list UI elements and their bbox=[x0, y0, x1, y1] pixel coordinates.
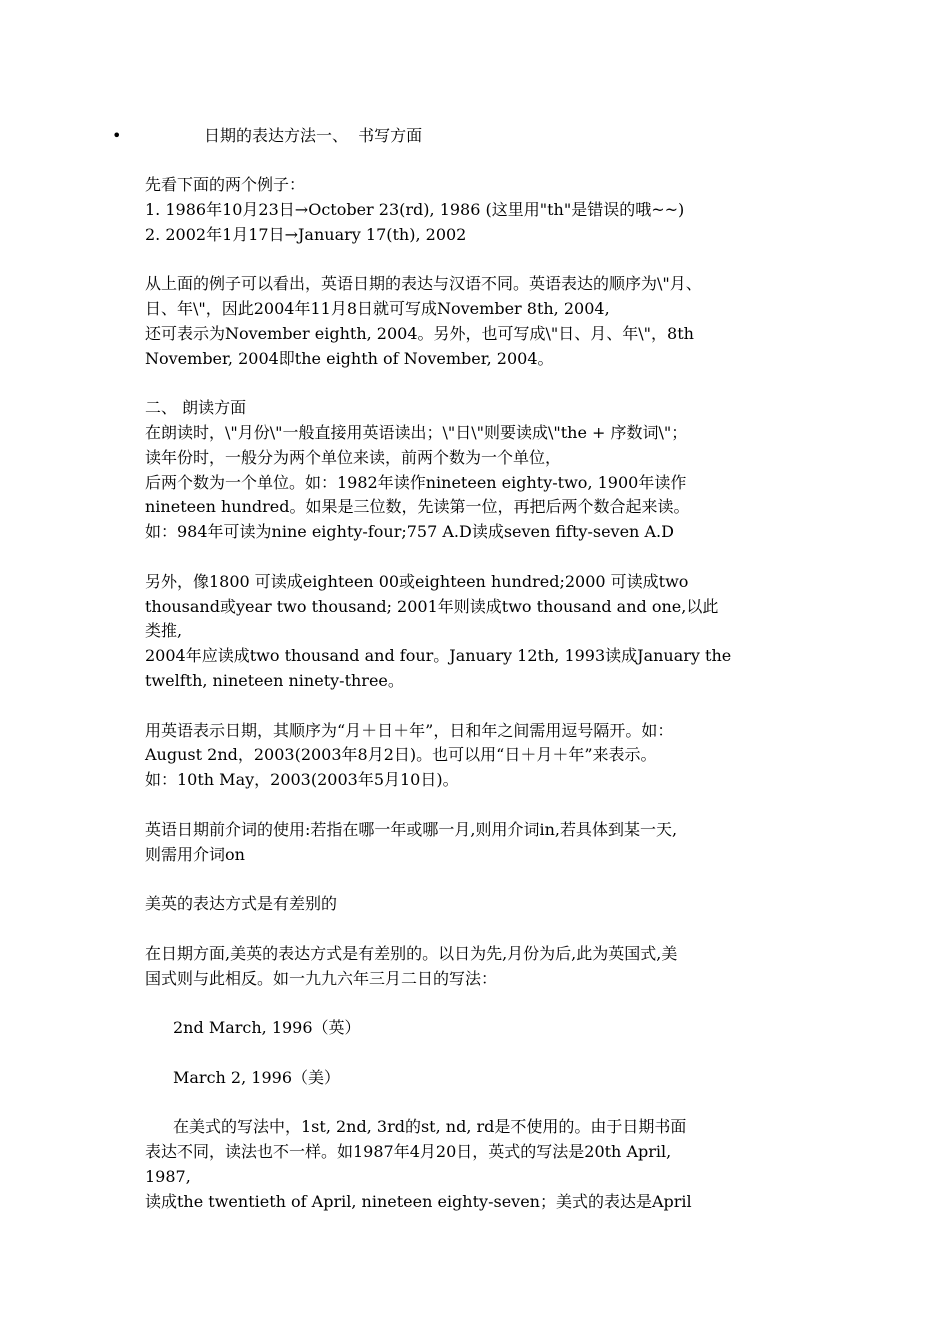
text-line: 读成the twentieth of April, nineteen eighty-seven；美式的表达是April bbox=[145, 1191, 692, 1211]
text-line: August 2nd，2003(2003年8月2日)。也可以用“日＋月＋年”来表示。 bbox=[145, 745, 657, 765]
text-line: nineteen hundred。如果是三位数，先读第一位，再把后两个数合起来读。 bbox=[145, 497, 690, 517]
text-line: 如：984年可读为nine eighty-four;757 A.D读成seven fifty-seven A.D bbox=[145, 522, 674, 542]
text-line: 2. 2002年1月17日→January 17(th), 2002 bbox=[145, 224, 467, 244]
text-line: 如：10th May，2003(2003年5月10日)。 bbox=[145, 770, 459, 790]
spacer bbox=[145, 917, 815, 942]
text-line: 1. 1986年10月23日→October 23(rd), 1986 (这里用"th"是错误的哦~~) bbox=[145, 199, 685, 219]
text-line: 英语日期前介词的使用:若指在哪一年或哪一月,则用介词in,若具体到某一天, bbox=[145, 819, 678, 839]
spacer bbox=[145, 545, 815, 570]
section-heading: 二、 朗读方面 bbox=[145, 398, 247, 418]
text-line: thousand或year two thousand; 2001年则读成two thousand and one,以此 bbox=[145, 596, 719, 616]
text-line: 国式则与此相反。如一九九六年三月二日的写法： bbox=[145, 968, 498, 988]
example-line: 2nd March, 1996（英） bbox=[173, 1018, 361, 1038]
text-line: 在朗读时，\"月份\"一般直接用英语读出；\"日\"则要读成\"the + 序数词\"； bbox=[145, 422, 688, 442]
text-line: 在日期方面,美英的表达方式是有差别的。以日为先,月份为后,此为英国式,美 bbox=[145, 943, 678, 963]
document-body bbox=[145, 173, 815, 1214]
text-line: 另外，像1800 可读成eighteen 00或eighteen hundred;2000 可读成two bbox=[145, 571, 689, 591]
text-line: 后两个数为一个单位。如：1982年读作nineteen eighty-two, 1900年读作 bbox=[145, 472, 687, 492]
example-line: March 2, 1996（美） bbox=[173, 1067, 340, 1087]
text-line: 从上面的例子可以看出，英语日期的表达与汉语不同。英语表达的顺序为\"月、 bbox=[145, 274, 702, 294]
spacer bbox=[145, 1041, 815, 1066]
text-line: 表达不同，读法也不一样。如1987年4月20日，英式的写法是20th April, bbox=[145, 1142, 672, 1162]
text-line: 读年份时，一般分为两个单位来读，前两个数为一个单位， bbox=[145, 447, 562, 467]
spacer bbox=[145, 371, 815, 396]
text-line: 先看下面的两个例子： bbox=[145, 175, 306, 194]
spacer bbox=[145, 694, 815, 719]
spacer bbox=[145, 867, 815, 892]
text-line: 1987, bbox=[145, 1166, 191, 1186]
section-heading: 美英的表达方式是有差别的 bbox=[145, 894, 338, 914]
text-line: 用英语表示日期，其顺序为“月＋日＋年”，日和年之间需用逗号隔开。如： bbox=[145, 720, 674, 740]
text-line: 类推, bbox=[145, 621, 183, 641]
spacer bbox=[145, 1090, 815, 1115]
spacer bbox=[145, 991, 815, 1016]
spacer bbox=[145, 793, 815, 818]
text-line: twelfth, nineteen ninety-three。 bbox=[145, 670, 404, 690]
text-line: 2004年应读成two thousand and four。January 12th, 1993读成January the bbox=[145, 646, 732, 666]
text-line: 在美式的写法中，1st, 2nd, 3rd的st, nd, rd是不使用的。由于日期书面 bbox=[173, 1117, 687, 1137]
page-title: 日期的表达方法一、 书写方面 bbox=[204, 126, 423, 145]
spacer bbox=[145, 247, 815, 272]
text-line: 日、年\"，因此2004年11月8日就可写成November 8th, 2004, bbox=[145, 298, 610, 318]
list-bullet: • bbox=[112, 126, 122, 145]
text-line: November, 2004即the eighth of November, 2004。 bbox=[145, 348, 554, 368]
text-line: 则需用介词on bbox=[145, 844, 245, 864]
text-line: 还可表示为November eighth, 2004。另外，也可写成\"日、月、年\"，8th bbox=[145, 323, 694, 343]
